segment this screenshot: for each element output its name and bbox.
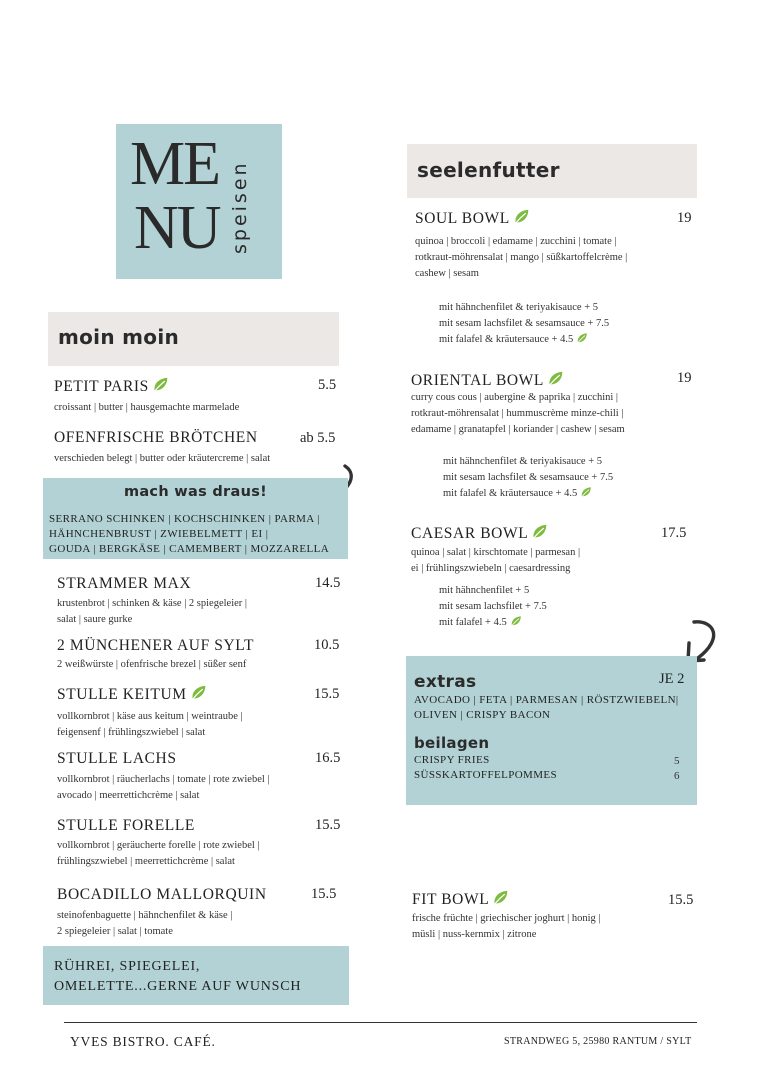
item-price: 15.5 — [314, 686, 340, 702]
footer-address: STRANDWEG 5, 25980 RANTUM / SYLT — [504, 1036, 692, 1047]
side-price: 5 — [674, 755, 680, 767]
menu-item-petit-paris — [54, 376, 340, 416]
menu-item-stulle-lachs — [57, 750, 347, 804]
side-name: CRISPY FRIES — [414, 754, 490, 766]
menu-item-soul-bowl — [415, 208, 695, 348]
footer-brand: YVES BISTRO. CAFÉ. — [70, 1034, 216, 1049]
item-description: cashew | sesam — [415, 268, 479, 279]
item-name: STRAMMER MAX — [57, 575, 192, 592]
item-price: 19 — [677, 210, 692, 226]
mach-was-draus-box — [43, 478, 348, 559]
footer-divider — [64, 1022, 697, 1023]
menu-item-fit-bowl — [412, 889, 696, 943]
item-description: rotkraut-möhrensalat | mango | süßkartoffelcrème | — [415, 252, 628, 263]
item-price: 5.5 — [318, 377, 337, 393]
addon-option: mit sesam lachsfilet + 7.5 — [439, 601, 547, 612]
vegetarian-leaf-icon — [547, 370, 564, 387]
addon-option: mit hähnchenfilet & teriyakisauce + 5 — [439, 302, 598, 313]
addon-option: mit falafel & kräutersauce + 4.5 — [439, 334, 574, 345]
section-header-moin-moin — [48, 312, 339, 366]
item-price: 10.5 — [314, 637, 340, 653]
item-name: ORIENTAL BOWL — [411, 372, 544, 389]
topping-line: HÄHNCHENBRUST | ZWIEBELMETT | EI | — [49, 528, 269, 540]
item-description: curry cous cous | aubergine & paprika | zucchini | — [411, 392, 619, 403]
logo-nu: NU — [134, 194, 220, 262]
menu-item-ofenfrische-broetchen — [54, 429, 344, 467]
extras-price: JE 2 — [659, 671, 685, 687]
addon-option: mit hähnchenfilet & teriyakisauce + 5 — [443, 456, 602, 467]
addon-option: mit sesam lachsfilet & sesamsauce + 7.5 — [443, 472, 614, 483]
item-description: quinoa | broccoli | edamame | zucchini | tomate | — [415, 236, 617, 247]
vegetarian-leaf-icon — [152, 376, 169, 393]
item-price: 15.5 — [311, 886, 337, 902]
item-name: FIT BOWL — [412, 891, 490, 908]
logo-me: ME — [130, 130, 219, 198]
menu-item-stulle-forelle — [57, 817, 347, 870]
item-description: vollkornbrot | käse aus keitum | weintraube | — [57, 711, 243, 722]
item-price: 15.5 — [315, 817, 341, 833]
vegetarian-leaf-icon — [531, 523, 548, 540]
section-header-seelenfutter — [407, 144, 697, 198]
addon-option: mit sesam lachsfilet & sesamsauce + 7.5 — [439, 318, 610, 329]
menu-item-bocadillo-mallorquin — [57, 886, 347, 940]
menu-item-stulle-keitum — [57, 684, 347, 741]
item-description: müsli | nuss-kernmix | zitrone — [412, 929, 537, 940]
item-name: 2 MÜNCHENER AUF SYLT — [57, 637, 255, 654]
menu-item-strammer-max — [57, 575, 347, 628]
item-description: salat | saure gurke — [57, 614, 133, 625]
item-description: steinofenbaguette | hähnchenfilet & käse | — [57, 910, 233, 921]
item-description: avocado | meerrettichcrème | salat — [57, 790, 200, 801]
item-name: CAESAR BOWL — [411, 525, 529, 542]
item-description: krustenbrot | schinken & käse | 2 spiegeleier | — [57, 598, 248, 609]
vegetarian-leaf-icon — [190, 684, 207, 701]
item-description: vollkornbrot | räucherlachs | tomate | rote zwiebel | — [57, 774, 270, 785]
item-name: PETIT PARIS — [54, 378, 149, 395]
vegetarian-leaf-icon — [513, 208, 530, 225]
topping-line: SERRANO SCHINKEN | KOCHSCHINKEN | PARMA | — [49, 513, 320, 525]
item-name: BOCADILLO MALLORQUIN — [57, 886, 267, 903]
topping-line: GOUDA | BERGKÄSE | CAMEMBERT | MOZZARELLA — [49, 543, 330, 555]
side-price: 6 — [674, 770, 680, 782]
item-description: quinoa | salat | kirschtomate | parmesan | — [411, 547, 581, 558]
extras-title: extras — [414, 672, 477, 692]
item-description: croissant | butter | hausgemachte marmelade — [54, 402, 240, 413]
extras-line: OLIVEN | CRISPY BACON — [414, 709, 551, 721]
menu-logo — [116, 124, 282, 279]
eggs-on-request-box — [43, 946, 349, 1005]
vegetarian-leaf-icon — [510, 615, 522, 627]
item-price: 15.5 — [668, 892, 694, 908]
item-name: SOUL BOWL — [415, 210, 510, 227]
eggs-line: RÜHREI, SPIEGELEI, — [54, 959, 201, 974]
item-price: 17.5 — [661, 525, 687, 541]
addon-option: mit falafel & kräutersauce + 4.5 — [443, 488, 578, 499]
addon-option: mit hähnchenfilet + 5 — [439, 585, 530, 596]
item-description: verschieden belegt | butter oder kräutercreme | salat — [54, 453, 271, 464]
vegetarian-leaf-icon — [576, 332, 588, 344]
menu-item-2-muenchener — [57, 637, 347, 673]
item-name: OFENFRISCHE BRÖTCHEN — [54, 429, 258, 446]
item-description: frühlingszwiebel | meerrettichcrème | salat — [57, 856, 235, 867]
eggs-line: OMELETTE...GERNE AUF WUNSCH — [54, 979, 302, 994]
item-description: feigensenf | frühlingszwiebel | salat — [57, 727, 206, 738]
item-description: vollkornbrot | geräucherte forelle | rote zwiebel | — [57, 840, 260, 851]
section-title: seelenfutter — [417, 158, 560, 182]
logo-speisen: speisen — [229, 160, 251, 254]
item-price: ab 5.5 — [300, 430, 336, 446]
item-price: 19 — [677, 370, 692, 386]
item-name: STULLE LACHS — [57, 750, 177, 767]
section-title: moin moin — [58, 325, 180, 349]
item-price: 14.5 — [315, 575, 341, 591]
item-description: 2 weißwürste | ofenfrische brezel | süßer senf — [57, 659, 247, 670]
vegetarian-leaf-icon — [580, 486, 592, 498]
addon-option: mit falafel + 4.5 — [439, 617, 507, 628]
extras-box — [406, 656, 697, 805]
vegetarian-leaf-icon — [492, 889, 509, 906]
extras-line: AVOCADO | FETA | PARMESAN | RÖSTZWIEBELN| — [414, 694, 679, 706]
beilagen-title: beilagen — [414, 734, 490, 752]
menu-item-oriental-bowl — [411, 370, 695, 502]
item-name: STULLE FORELLE — [57, 817, 195, 834]
item-description: edamame | granatapfel | koriander | cashew | sesam — [411, 424, 625, 435]
item-description: frische früchte | griechischer joghurt | honig | — [412, 913, 601, 924]
item-description: ei | frühlingszwiebeln | caesardressing — [411, 563, 571, 574]
item-description: 2 spiegeleier | salat | tomate — [57, 926, 173, 937]
item-price: 16.5 — [315, 750, 341, 766]
mach-was-draus-title: mach was draus! — [123, 484, 268, 500]
side-name: SÜSSKARTOFFELPOMMES — [414, 769, 558, 781]
item-name: STULLE KEITUM — [57, 686, 187, 703]
item-description: rotkraut-möhrensalat | hummuscrème minze-chili | — [411, 408, 624, 419]
menu-item-caesar-bowl — [411, 523, 695, 631]
